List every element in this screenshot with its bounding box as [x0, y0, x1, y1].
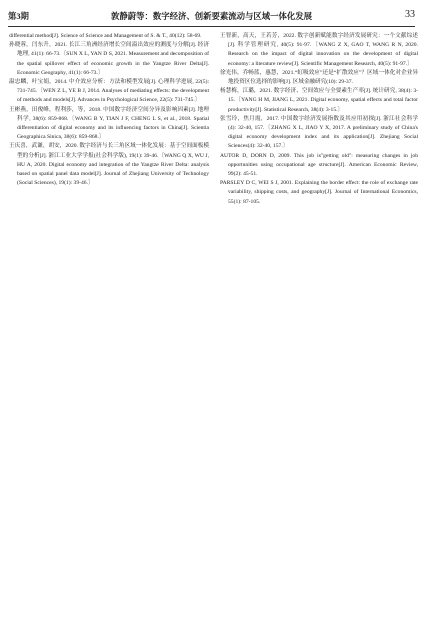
- issue-label: 第3期: [8, 12, 29, 21]
- reference-entry: 孙晓蓉，闫东升，2021. 长江三角洲经济增长空间溢出效应的测度与分解[J]. 经济地理, 41(1): 66-73.〔SUN X L, YAN D S, 2021. Measurement and decomposition of the spatial spillover effect of economic growth in the Yangtze River Delta[J]. Economic Geography, 41(1): 66-73.〕: [9, 42, 209, 76]
- reference-entry: differential method[J]. Science of Science and Management of S. & T., 40(12): 58-69.: [9, 33, 202, 39]
- reference-entry: 徐光伟，乔畅蓝，惠慧，2021.“虹吸效应”还是“扩散效应”？区域一体化对企业异地投资区位选择的影响[J]. 区域金融研究(10): 29-37.: [220, 69, 418, 86]
- reference-entry: AUTOR D, DORN D, 2009. This job is"getting old": measuring changes in job opportunities using occupational age structure[J]. American Economic Review, 99(2): 45-51.: [220, 152, 418, 178]
- references-right-column: [220, 32, 418, 207]
- reference-entry: 王彬燕，田俊峰，程利莎，等，2018. 中国数字经济空间分异及影响因素[J]. 地理科学, 38(6): 859-868.〔WANG B Y, TIAN J F, CHENG L S, et al., 2018. Spatial differentiation of digital economy and its influencing factors in China[J]. Scientia Geographica Sinica, 38(6): 859-868.〕: [9, 106, 209, 141]
- references-left-column: [9, 32, 209, 188]
- page-number: 33: [405, 9, 415, 20]
- reference-entry: PARSLEY D C, WEI S J, 2001. Explaining the border effect: the role of exchange rate variability, shipping costs, and geography[J]. Journal of International Economics, 55(1): 87-105.: [220, 180, 418, 205]
- header-rule: [8, 26, 415, 27]
- reference-entry: 王庆喜，武谦，胡安，2020. 数字经济与长三角区域一体化发展：基于空间面板模型的分析[J]. 浙江工业大学学报(社会科学版), 19(1): 39-46.〔WANG Q X, WU J, HU A, 2020. Digital economy and integration of the Yangtze River Delta: analysis based on spatial panel data model[J]. Journal of Zhejiang University of Technology (Social Sciences), 19(1): 39-46.〕: [9, 143, 209, 187]
- reference-entry: 温忠麟，叶宝娟，2014. 中介效应分析：方法和模型发展[J]. 心理科学进展, 22(5): 731-745.〔WEN Z L, YE B J, 2014. Analyses of mediating effects: the development of methods and models[J]. Advances in Psychological Science, 22(5): 731-745.〕: [9, 79, 209, 104]
- reference-entry: 王智新，高天，王若芳，2022. 数字创新赋能数字经济发展研究：一个文献综述[J]. 科学管理研究, 40(5): 91-97.〔WANG Z X, GAO T, WANG R N, 2020. Research on the impact of digital innovation on the development of digital economy: a literature review[J]. Scientific Management Research, 40(5): 91-97.〕: [220, 33, 418, 67]
- reference-entry: 杨慧梅，江璐，2021. 数字经济、空间效应与全要素生产率[J]. 统计研究, 38(4): 3-15.〔YANG H M, JIANG L, 2021. Digital economy, spatial effects and total factor productivity[J]. Statistical Research, 38(4): 3-15.〕: [220, 88, 418, 113]
- running-title: 敦静蔚等：数字经济、创新要素流动与区域一体化发展: [111, 12, 312, 21]
- page-header: [8, 8, 415, 24]
- reference-entry: 张雪玲，焦月霞，2017. 中国数字经济发展指数及其应用初探[J]. 浙江社会科学(4): 32-40, 157.〔ZHANG X L, JIAO Y X, 2017. A preliminary study of China's digital economy development index and its application[J]. Zhejiang Social Sciences(4): 32-40, 157.〕: [220, 115, 418, 150]
